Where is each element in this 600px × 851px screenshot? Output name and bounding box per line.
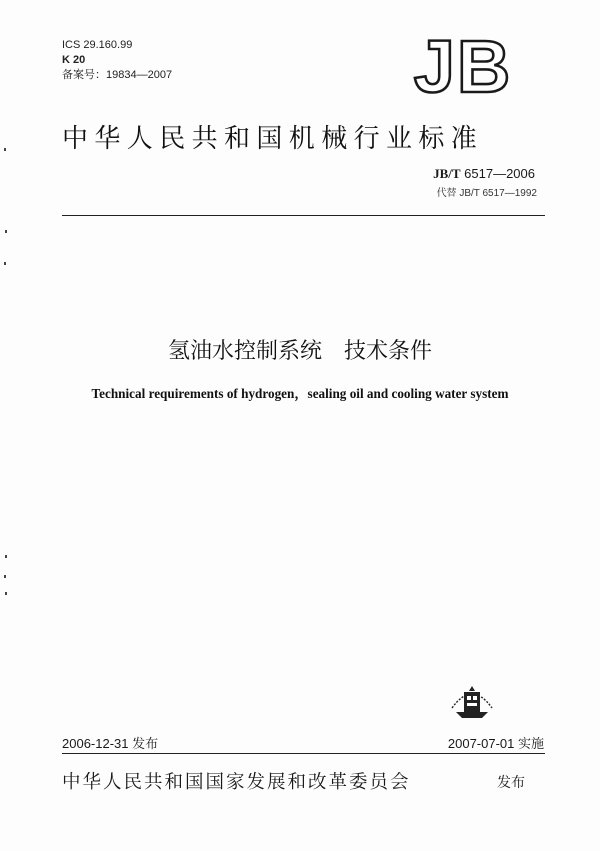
standard-number bbox=[433, 166, 535, 182]
standard-number-rest: 6517—2006 bbox=[460, 166, 535, 181]
category-code: K 20 bbox=[62, 54, 86, 66]
scan-speck bbox=[5, 592, 7, 595]
document-title-chinese: 氢油水控制系统 技术条件 bbox=[167, 339, 432, 364]
footer-divider bbox=[62, 753, 545, 754]
scan-speck bbox=[4, 262, 6, 265]
publisher-name: 中华人民共和国国家发展和改革委员会 bbox=[62, 772, 411, 793]
publisher-suffix: 发布 bbox=[497, 775, 525, 791]
jb-logo-text: JB bbox=[413, 30, 513, 100]
publisher-seal-icon bbox=[446, 678, 498, 720]
header-divider bbox=[62, 215, 545, 216]
issue-date: 2006-12-31 发布 bbox=[62, 736, 159, 751]
effective-date: 2007-07-01 实施 bbox=[447, 736, 544, 751]
scan-speck bbox=[5, 555, 7, 558]
scan-speck bbox=[4, 148, 6, 151]
document-title-english: Technical requirements of hydrogen，sealing oil and cooling water system bbox=[91, 386, 509, 401]
scan-speck bbox=[4, 575, 6, 578]
industry-standard-heading: 中华人民共和国机械行业标准 bbox=[62, 124, 484, 154]
registration-number: 备案号：19834—2007 bbox=[62, 69, 173, 81]
scan-speck bbox=[5, 230, 7, 233]
ics-code: ICS 29.160.99 bbox=[62, 39, 133, 51]
jb-logo bbox=[408, 30, 518, 100]
standard-number-prefix: JB/T bbox=[433, 166, 461, 181]
replaces-standard: 代替 JB/T 6517—1992 bbox=[436, 188, 537, 199]
